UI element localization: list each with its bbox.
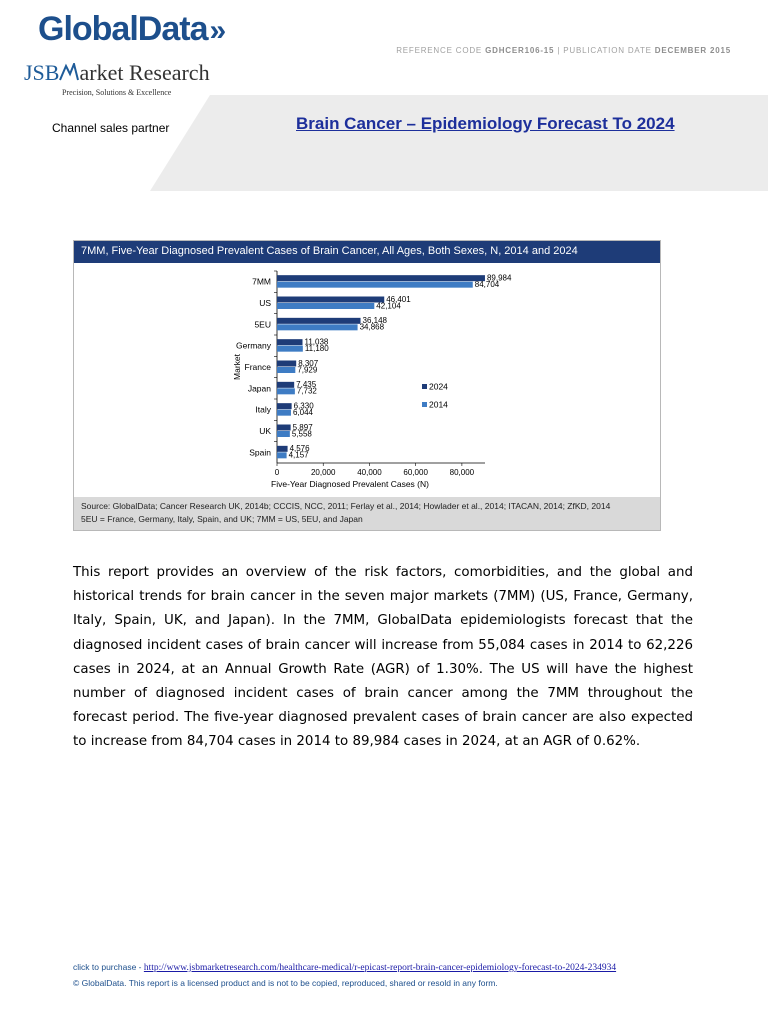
chart-source (74, 497, 660, 530)
bar (277, 361, 296, 367)
jsb-logo-prefix: JSB (24, 60, 60, 85)
purchase-line (73, 962, 616, 973)
bar (277, 303, 374, 309)
jsb-logo-tagline: Precision, Solutions & Excellence (62, 88, 172, 97)
globaldata-logo (38, 10, 220, 49)
data-label: 4,157 (288, 450, 309, 460)
channel-partner-label: Channel sales partner (52, 121, 170, 135)
y-tick-label: Japan (247, 383, 271, 394)
data-label: 36,148 (362, 316, 388, 326)
x-tick-label: 80,000 (449, 468, 475, 477)
data-label: 6,330 (293, 401, 314, 411)
report-summary-paragraph: This report provides an overview of the risk factors, comorbidities, and the global and historical trends for brain cancer in the seven major markets (7MM) (US, France, Germany, Italy, Spain, UK, and Japan). In the 7MM, GlobalData epidemiologists forecast that the diagnosed incident cases of brain cancer will increase from 55,084 cases in 2014 to 62,226 cases in 2024, at an Annual Growth Rate (AGR) of 1.30%. The US will have the highest number of diagnosed incident cases of brain cancer among the 7MM throughout the forecast period. The five-year diagnosed prevalent cases of brain cancer are also expected to increase from 84,704 cases in 2014 to 89,984 cases in 2024, at an AGR of 0.62%. (73, 565, 693, 750)
mountain-m-icon (59, 63, 79, 81)
bar (277, 346, 303, 352)
y-tick-label: Germany (236, 340, 271, 351)
data-label: 7,732 (296, 386, 317, 396)
y-tick-label: US (259, 298, 271, 308)
data-label: 84,704 (474, 279, 500, 289)
bar (277, 275, 485, 281)
data-label: 11,180 (304, 343, 329, 353)
globaldata-logo-text: GlobalData (38, 10, 208, 48)
data-label: 89,984 (486, 273, 512, 283)
data-label: 46,401 (386, 294, 411, 304)
data-label: 5,558 (291, 429, 312, 439)
reference-separator: | (557, 46, 561, 55)
x-tick-label: 40,000 (357, 468, 382, 477)
chart-note-line: 5EU = France, Germany, Italy, Spain, and UK; 7MM = US, 5EU, and Japan (81, 514, 363, 524)
reference-line (396, 46, 731, 55)
reference-code: GDHCER106-15 (485, 46, 555, 55)
bar (277, 297, 384, 303)
bar (277, 403, 292, 409)
data-label: 7,929 (297, 365, 318, 375)
bar (277, 431, 290, 437)
data-label: 6,044 (292, 407, 313, 417)
legend-swatch (422, 384, 427, 389)
document-title: Brain Cancer – Epidemiology Forecast To 2024 (296, 114, 675, 133)
bar (277, 367, 295, 373)
x-tick-label: 20,000 (310, 468, 336, 477)
x-tick-label: 0 (274, 468, 280, 477)
bar (277, 425, 291, 431)
bar (277, 318, 361, 324)
chevron-right-icon: » (209, 14, 221, 47)
data-label: 11,038 (304, 337, 329, 347)
jsb-logo-wordmark (24, 60, 210, 86)
purchase-label: click to purchase - (73, 962, 142, 972)
bar (277, 410, 291, 416)
publication-label: PUBLICATION DATE (563, 46, 652, 55)
chart-figure (73, 240, 661, 531)
data-label: 7,435 (296, 380, 317, 390)
bar (277, 324, 358, 330)
title-banner (150, 95, 768, 191)
purchase-link[interactable]: http://www.jsbmarketresearch.com/healthcare-medical/r-epicast-report-brain-cancer-epidemiology-forecast-to-2024-234934 (143, 963, 617, 973)
legend-swatch (422, 402, 427, 407)
data-label: 8,307 (298, 358, 319, 368)
y-tick-label: Italy (255, 404, 271, 415)
y-tick-label: Spain (249, 447, 271, 458)
jsb-market-research-logo (24, 60, 210, 97)
reference-label: REFERENCE CODE (396, 46, 483, 55)
publication-date: DECEMBER 2015 (654, 46, 731, 55)
data-label: 42,104 (376, 301, 401, 311)
bar (277, 452, 287, 458)
legend-label: 2014 (429, 399, 448, 410)
y-tick-label: 7MM (252, 276, 271, 287)
bar-chart (74, 263, 660, 497)
chart-source-line: Source: GlobalData; Cancer Research UK, 2014b; CCCIS, NCC, 2011; Ferlay et al., 2014; Howlader et al., 2014; ITACAN, 2014; ZfKD, 2014 (81, 501, 611, 511)
x-axis-label: Five-Year Diagnosed Prevalent Cases (N) (271, 479, 429, 489)
jsb-logo-name: arket Research (79, 60, 210, 85)
data-label: 34,868 (359, 322, 385, 332)
bar (277, 339, 303, 345)
bar (277, 388, 295, 394)
data-label: 4,576 (289, 444, 310, 454)
data-label: 5,897 (292, 422, 313, 432)
copyright-notice: © GlobalData. This report is a licensed product and is not to be copied, reproduced, shared or resold in any form. (73, 978, 498, 988)
y-tick-label: 5EU (254, 319, 271, 330)
y-tick-label: UK (259, 426, 271, 436)
legend-label: 2024 (429, 381, 448, 392)
x-tick-label: 60,000 (403, 468, 428, 477)
bar (277, 382, 294, 388)
y-axis-label: Market (232, 354, 242, 380)
bar (277, 446, 288, 452)
bar (277, 282, 473, 288)
y-tick-label: France (244, 362, 271, 372)
chart-heading: 7MM, Five-Year Diagnosed Prevalent Cases of Brain Cancer, All Ages, Both Sexes, N, 2014 and 2024 (74, 241, 660, 263)
